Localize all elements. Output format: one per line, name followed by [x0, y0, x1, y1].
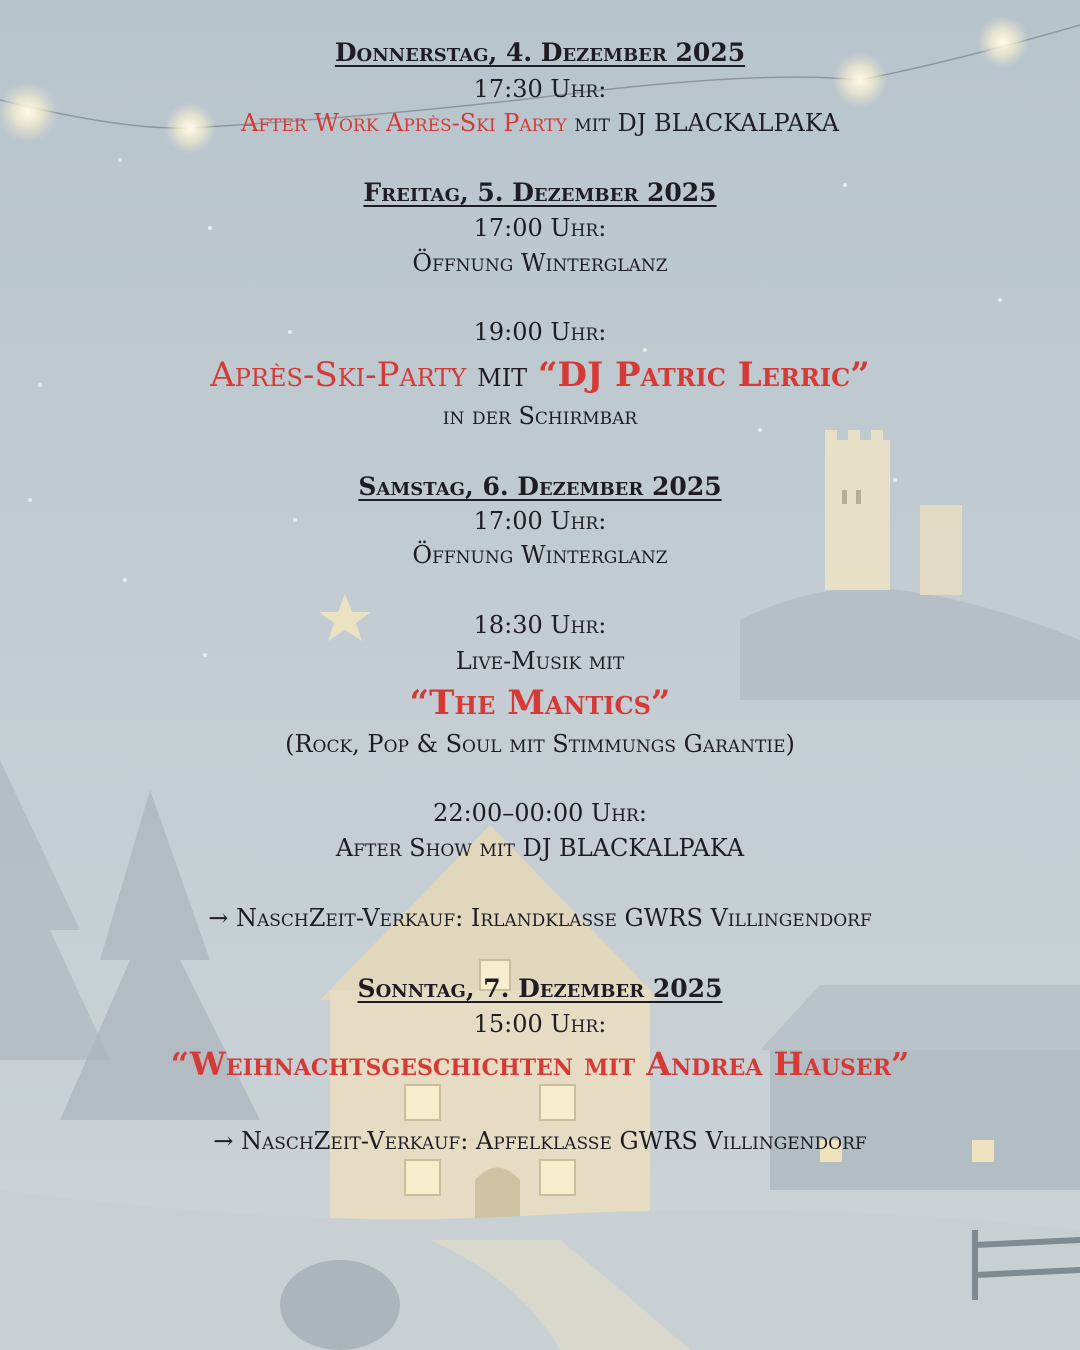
event-friday-2-mit: mit: [466, 355, 538, 395]
event-saturday-1: Öffnung Winterglanz: [412, 541, 668, 569]
naschzeit-saturday: → NaschZeit-Verkauf: Irlandklasse GWRS Villingendorf: [208, 904, 872, 932]
time-friday-1: 17:00 Uhr:: [473, 214, 607, 242]
event-friday-2-title: Après-Ski-Party: [210, 355, 467, 395]
event-saturday-2: Live-Musik mit: [455, 647, 625, 675]
event-thursday: [0, 111, 1080, 135]
time-saturday-3: 22:00–00:00 Uhr:: [433, 799, 647, 827]
time-saturday-1: 17:00 Uhr:: [473, 507, 607, 535]
event-sunday: “Weihnachtsgeschichten mit Andrea Hauser”: [170, 1045, 910, 1083]
time-thursday: 17:30 Uhr:: [473, 75, 607, 103]
event-friday-2: [0, 355, 1080, 395]
event-friday-2-dj: “DJ Patric Lerric”: [538, 355, 870, 395]
time-friday-2: 19:00 Uhr:: [473, 318, 607, 346]
event-friday-2-location: in der Schirmbar: [442, 402, 638, 430]
day-heading-thursday: Donnerstag, 4. Dezember 2025: [334, 38, 746, 67]
day-heading-sunday: Sonntag, 7. Dezember 2025: [357, 974, 723, 1003]
time-saturday-2: 18:30 Uhr:: [473, 611, 607, 639]
day-heading-friday: Freitag, 5. Dezember 2025: [363, 178, 717, 207]
event-friday-1: Öffnung Winterglanz: [412, 249, 668, 277]
time-sunday: 15:00 Uhr:: [473, 1010, 607, 1038]
event-thursday-title: After Work Après-Ski Party: [240, 109, 567, 137]
event-saturday-3: After Show mit DJ BLACKALPAKA: [335, 834, 745, 862]
naschzeit-sunday: → NaschZeit-Verkauf: Apfelklasse GWRS Villingendorf: [213, 1127, 867, 1155]
day-heading-saturday: Samstag, 6. Dezember 2025: [358, 472, 722, 501]
event-thursday-dj: mit DJ BLACKALPAKA: [566, 109, 840, 137]
band-genre: (Rock, Pop & Soul mit Stimmungs Garantie): [285, 730, 795, 758]
band-name: “The Mantics”: [409, 683, 671, 723]
